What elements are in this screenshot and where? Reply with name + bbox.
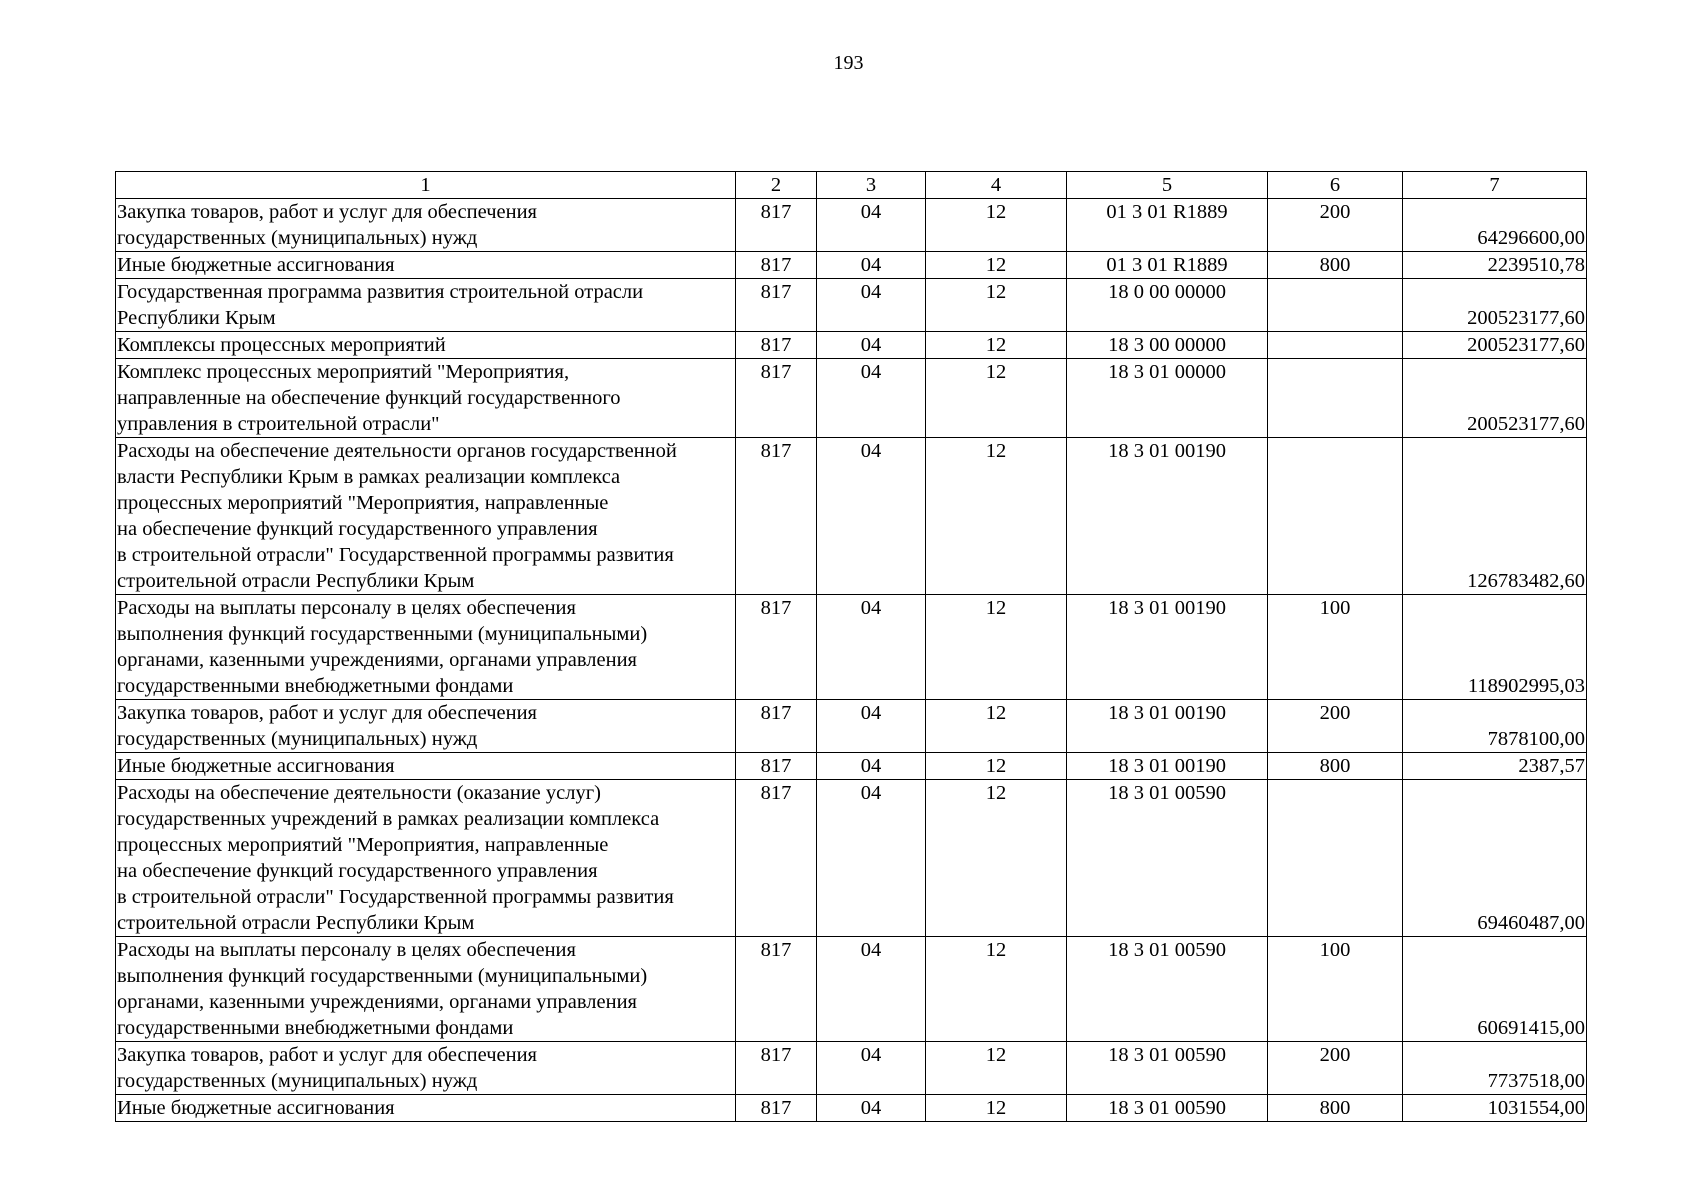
- section-code-cell: 04: [817, 438, 926, 595]
- section-code-cell: 04: [817, 753, 926, 780]
- table-row: [116, 753, 1587, 780]
- section-code-cell: 04: [817, 937, 926, 1042]
- expense-type-cell: 800: [1268, 1095, 1403, 1122]
- section-code-cell: 04: [817, 279, 926, 332]
- expense-type-cell: [1268, 359, 1403, 438]
- column-header: 4: [926, 172, 1067, 199]
- ministry-code-cell: 817: [736, 199, 817, 252]
- table-row: [116, 252, 1587, 279]
- section-code-cell: 04: [817, 780, 926, 937]
- table-row: [116, 937, 1587, 1042]
- amount-cell: 7878100,00: [1403, 700, 1587, 753]
- table-row: [116, 279, 1587, 332]
- ministry-code-cell: 817: [736, 438, 817, 595]
- item-name-cell: Комплексы процессных мероприятий: [116, 332, 736, 359]
- section-code-cell: 04: [817, 252, 926, 279]
- ministry-code-cell: 817: [736, 279, 817, 332]
- column-header: 5: [1067, 172, 1268, 199]
- column-header: 3: [817, 172, 926, 199]
- column-header: 1: [116, 172, 736, 199]
- amount-cell: 60691415,00: [1403, 937, 1587, 1042]
- subsection-code-cell: 12: [926, 1095, 1067, 1122]
- amount-cell: 1031554,00: [1403, 1095, 1587, 1122]
- amount-cell: 2239510,78: [1403, 252, 1587, 279]
- target-article-cell: 18 3 01 00190: [1067, 595, 1268, 700]
- target-article-cell: 18 3 01 00590: [1067, 780, 1268, 937]
- ministry-code-cell: 817: [736, 359, 817, 438]
- item-name-cell: Расходы на выплаты персоналу в целях обеспечения выполнения функций государственными (муниципальными) органами, казенными учреждениями, органами управления государственными внебюджетными фондами: [116, 937, 736, 1042]
- table-row: [116, 595, 1587, 700]
- amount-cell: 118902995,03: [1403, 595, 1587, 700]
- table-row: [116, 1095, 1587, 1122]
- section-code-cell: 04: [817, 332, 926, 359]
- table-row: [116, 199, 1587, 252]
- table-row: [116, 1042, 1587, 1095]
- item-name-cell: Иные бюджетные ассигнования: [116, 1095, 736, 1122]
- page-number: 193: [833, 52, 864, 74]
- subsection-code-cell: 12: [926, 937, 1067, 1042]
- target-article-cell: 18 3 01 00190: [1067, 753, 1268, 780]
- subsection-code-cell: 12: [926, 199, 1067, 252]
- target-article-cell: 18 3 01 00590: [1067, 1095, 1268, 1122]
- subsection-code-cell: 12: [926, 332, 1067, 359]
- ministry-code-cell: 817: [736, 700, 817, 753]
- ministry-code-cell: 817: [736, 332, 817, 359]
- target-article-cell: 01 3 01 R1889: [1067, 199, 1268, 252]
- item-name-cell: Государственная программа развития строительной отрасли Республики Крым: [116, 279, 736, 332]
- expense-type-cell: 800: [1268, 753, 1403, 780]
- expense-type-cell: 200: [1268, 1042, 1403, 1095]
- section-code-cell: 04: [817, 359, 926, 438]
- subsection-code-cell: 12: [926, 753, 1067, 780]
- item-name-cell: Закупка товаров, работ и услуг для обеспечения государственных (муниципальных) нужд: [116, 199, 736, 252]
- table-row: [116, 438, 1587, 595]
- table-row: [116, 700, 1587, 753]
- subsection-code-cell: 12: [926, 780, 1067, 937]
- ministry-code-cell: 817: [736, 595, 817, 700]
- item-name-cell: Расходы на выплаты персоналу в целях обеспечения выполнения функций государственными (муниципальными) органами, казенными учреждениями, органами управления государственными внебюджетными фондами: [116, 595, 736, 700]
- expense-type-cell: 800: [1268, 252, 1403, 279]
- ministry-code-cell: 817: [736, 753, 817, 780]
- target-article-cell: 18 3 01 00190: [1067, 700, 1268, 753]
- amount-cell: 200523177,60: [1403, 359, 1587, 438]
- target-article-cell: 18 3 01 00590: [1067, 937, 1268, 1042]
- subsection-code-cell: 12: [926, 700, 1067, 753]
- amount-cell: 126783482,60: [1403, 438, 1587, 595]
- expense-type-cell: 200: [1268, 199, 1403, 252]
- target-article-cell: 18 3 00 00000: [1067, 332, 1268, 359]
- item-name-cell: Расходы на обеспечение деятельности органов государственной власти Республики Крым в рамках реализации комплекса процессных мероприятий "Мероприятия, направленные на обеспечение функций государственного управления в строительной отрасли" Государственной программы развития строительной отрасли Республики Крым: [116, 438, 736, 595]
- column-header: 7: [1403, 172, 1587, 199]
- expense-type-cell: [1268, 279, 1403, 332]
- section-code-cell: 04: [817, 199, 926, 252]
- target-article-cell: 01 3 01 R1889: [1067, 252, 1268, 279]
- item-name-cell: Закупка товаров, работ и услуг для обеспечения государственных (муниципальных) нужд: [116, 1042, 736, 1095]
- item-name-cell: Закупка товаров, работ и услуг для обеспечения государственных (муниципальных) нужд: [116, 700, 736, 753]
- expense-type-cell: [1268, 332, 1403, 359]
- item-name-cell: Расходы на обеспечение деятельности (оказание услуг) государственных учреждений в рамках реализации комплекса процессных мероприятий "Мероприятия, направленные на обеспечение функций государственного управления в строительной отрасли" Государственной программы развития строительной отрасли Республики Крым: [116, 780, 736, 937]
- ministry-code-cell: 817: [736, 1042, 817, 1095]
- amount-cell: 200523177,60: [1403, 332, 1587, 359]
- item-name-cell: Комплекс процессных мероприятий "Мероприятия, направленные на обеспечение функций государственного управления в строительной отрасли": [116, 359, 736, 438]
- expense-type-cell: 200: [1268, 700, 1403, 753]
- table-body: [116, 172, 1587, 1122]
- target-article-cell: 18 3 01 00190: [1067, 438, 1268, 595]
- item-name-cell: Иные бюджетные ассигнования: [116, 753, 736, 780]
- ministry-code-cell: 817: [736, 252, 817, 279]
- table-header-row: [116, 172, 1587, 199]
- target-article-cell: 18 0 00 00000: [1067, 279, 1268, 332]
- ministry-code-cell: 817: [736, 780, 817, 937]
- target-article-cell: 18 3 01 00000: [1067, 359, 1268, 438]
- column-header: 6: [1268, 172, 1403, 199]
- subsection-code-cell: 12: [926, 279, 1067, 332]
- subsection-code-cell: 12: [926, 1042, 1067, 1095]
- expense-type-cell: [1268, 438, 1403, 595]
- amount-cell: 200523177,60: [1403, 279, 1587, 332]
- table-row: [116, 780, 1587, 937]
- amount-cell: 7737518,00: [1403, 1042, 1587, 1095]
- table-row: [116, 359, 1587, 438]
- section-code-cell: 04: [817, 1095, 926, 1122]
- table-row: [116, 332, 1587, 359]
- ministry-code-cell: 817: [736, 937, 817, 1042]
- target-article-cell: 18 3 01 00590: [1067, 1042, 1268, 1095]
- section-code-cell: 04: [817, 595, 926, 700]
- expense-type-cell: [1268, 780, 1403, 937]
- section-code-cell: 04: [817, 700, 926, 753]
- budget-table: [115, 171, 1587, 1122]
- ministry-code-cell: 817: [736, 1095, 817, 1122]
- subsection-code-cell: 12: [926, 252, 1067, 279]
- expense-type-cell: 100: [1268, 937, 1403, 1042]
- column-header: 2: [736, 172, 817, 199]
- section-code-cell: 04: [817, 1042, 926, 1095]
- item-name-cell: Иные бюджетные ассигнования: [116, 252, 736, 279]
- subsection-code-cell: 12: [926, 438, 1067, 595]
- amount-cell: 2387,57: [1403, 753, 1587, 780]
- subsection-code-cell: 12: [926, 595, 1067, 700]
- amount-cell: 69460487,00: [1403, 780, 1587, 937]
- amount-cell: 64296600,00: [1403, 199, 1587, 252]
- expense-type-cell: 100: [1268, 595, 1403, 700]
- subsection-code-cell: 12: [926, 359, 1067, 438]
